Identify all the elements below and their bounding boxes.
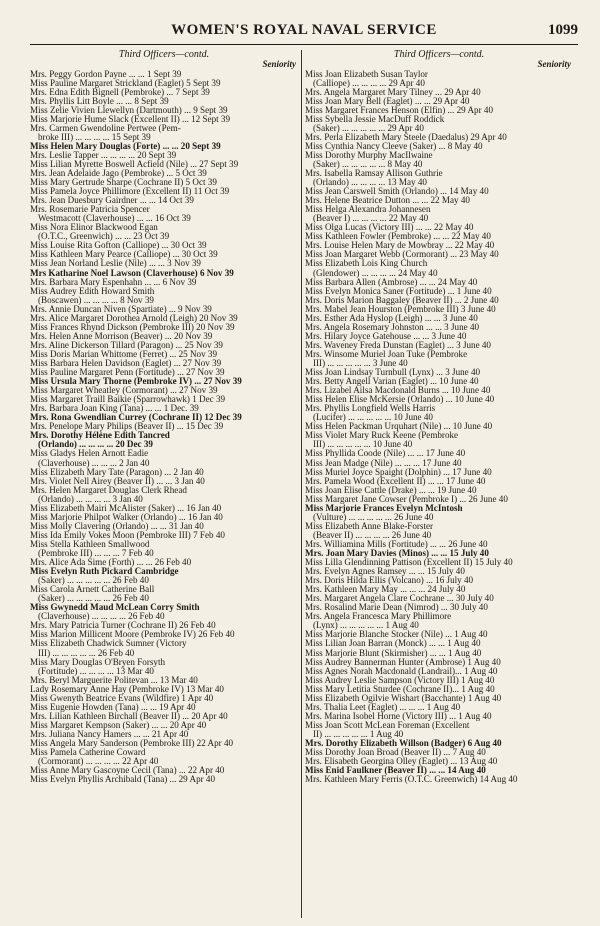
officer-entry: Mrs. Leslie Tapper ... ... ... ... 20 Sept 39 bbox=[30, 150, 177, 160]
officer-entry: Miss Muriel Joyce Spaight (Dolphin) ... 17 June 40 bbox=[305, 467, 492, 477]
officer-entry: Miss Eugenie Howden (Tana) ... ... 19 Apr 40 bbox=[30, 702, 196, 712]
officer-entry: Mrs. Barbara Joan King (Tana) ... ... 1 Dec. 39 bbox=[30, 404, 199, 414]
officer-entry: Miss Frances Rhynd Dickson (Pembroke III) 20 Nov 39 bbox=[30, 322, 235, 332]
right-column bbox=[305, 50, 573, 918]
officer-entry: Miss Joan Lindsay Turnbull (Lynx) ... 3 June 40 bbox=[305, 368, 481, 378]
officer-entry: Mrs. Isabella Ramsay Allison Guthrie bbox=[305, 169, 443, 179]
seniority-label: Seniority bbox=[262, 59, 296, 69]
officer-entry: Miss Joan Elizabeth Susan Taylor bbox=[305, 69, 428, 79]
officer-entry: Mrs. Alice Ada Sime (Forth) ... ... 26 Feb 40 bbox=[30, 558, 192, 568]
officer-entry: Miss Carola Arnett Catherine Ball bbox=[30, 585, 155, 595]
officer-entry: Mrs. Alice Margaret Dorothea Arnold (Leigh) 20 Nov 39 bbox=[30, 313, 238, 323]
officer-entry: (Saker) ... ... ... ... ... 8 May 40 bbox=[313, 159, 423, 169]
officer-entry: Miss Pamela Joyce Phillimore (Excellent II) 11 Oct 39 bbox=[30, 187, 230, 197]
officer-list bbox=[305, 70, 573, 785]
officer-entry: Miss Mary Gertrude Sharpe (Cochrane II) 5 Oct 39 bbox=[30, 178, 217, 188]
officer-entry: Miss Lilian Myrette Boswell Acfield (Nile) ... 27 Sept 39 bbox=[30, 159, 239, 169]
officer-entry: Miss Dorothy Joan Broad (Beaver II) ... 7 Aug 40 bbox=[305, 748, 486, 758]
officer-entry: Miss Gwenyth Beatrice Evans (Wildfire) 1 Apr 40 bbox=[30, 693, 214, 703]
officer-entry: Mrs. Lizabel Ailsa Macdonald Burns ... 10 June 40 bbox=[305, 386, 491, 396]
officer-entry: Miss Elizabeth Ogilvie Wishart (Bacchante) 1 Aug 40 bbox=[305, 693, 502, 703]
officer-entry: Miss Pamela Catherine Coward bbox=[30, 748, 146, 758]
officer-entry: Mrs. Helen Anne Morrison (Beaver) ... 20 Nov 39 bbox=[30, 331, 213, 341]
officer-entry: Miss Elizabeth Lois King Church bbox=[305, 259, 428, 269]
officer-entry: Miss Elizabeth Mary Tate (Paragon) ... 2 Jan 40 bbox=[30, 467, 204, 477]
officer-entry: (Saker) ... ... ... ... ... 29 Apr 40 bbox=[313, 123, 424, 133]
officer-entry: Mrs. Mary Patricia Turner (Cochrane II) 26 Feb 40 bbox=[30, 621, 216, 631]
officer-entry: Miss Nora Elinor Blackwood Egan bbox=[30, 223, 158, 233]
officer-entry: Miss Mary Douglas O'Bryen Forsyth bbox=[30, 657, 166, 667]
officer-entry: Mrs. Joan Mary Davies (Minos) ... ... 15 July 40 bbox=[305, 548, 489, 558]
officer-entry: Mrs. Doris Hilda Ellis (Volcano) ... 16 July 40 bbox=[305, 576, 474, 586]
officer-entry: Miss Louise Rita Gofton (Calliope) ... 30 Oct 39 bbox=[30, 241, 207, 251]
officer-entry: (Orlando) ... ... ... ... 20 Dec 39 bbox=[38, 440, 153, 450]
officer-entry: Miss Joan Mary Bell (Eaglet) ... ... 29 Apr 40 bbox=[305, 96, 470, 106]
officer-entry: Miss Helga Alexandra Johannesen bbox=[305, 205, 431, 215]
officer-entry: Mrs. Peggy Gordon Payne ... ... 1 Sept 39 bbox=[30, 69, 182, 79]
officer-entry: Mrs. Juliana Nancy Hamers ... ... 21 Apr 40 bbox=[30, 729, 189, 739]
officer-entry: Mrs. Annie Duncan Niven (Spartiate) ... 9 Nov 39 bbox=[30, 304, 212, 314]
officer-entry: Miss Evelyn Monica Saner (Fortitude) ... 1 June 40 bbox=[305, 286, 492, 296]
officer-entry: Mrs. Phyllis Longfield Wells Harris bbox=[305, 404, 436, 414]
page-number: 1099 bbox=[548, 22, 578, 38]
officer-entry: Mrs. Marina Isobel Horne (Victory III) ... 1 Aug 40 bbox=[305, 711, 492, 721]
page-header bbox=[30, 22, 578, 42]
officer-entry: Mrs. Perla Elizabeth Mary Steele (Daedalus) 29 Apr 40 bbox=[305, 132, 507, 142]
officer-entry: Miss Enid Faulkner (Beaver II) ... ... 14 Aug 40 bbox=[305, 766, 486, 776]
seniority-label: Seniority bbox=[537, 59, 571, 69]
officer-entry: Mrs Katharine Noel Lawson (Claverhouse) 6 Nov 39 bbox=[30, 268, 234, 278]
officer-entry: Mrs. Rosemarie Patricia Spencer bbox=[30, 205, 150, 215]
officer-entry: Miss Jean Norland Leslie (Nile) ... ... 3 Nov 39 bbox=[30, 259, 201, 269]
officer-entry: (Glendower) ... ... ... ... 24 May 40 bbox=[313, 268, 438, 278]
officer-entry: Mrs. Dorothy Elizabeth Willson (Badger) 6 Aug 40 bbox=[305, 738, 502, 748]
officer-entry: Mrs. Margaret Angela Clare Cochrane ... 30 July 40 bbox=[305, 594, 494, 604]
officer-entry: Miss Jean Carswell Smith (Orlando) ... 14 May 40 bbox=[305, 187, 489, 197]
page-title: WOMEN'S ROYAL NAVAL SERVICE bbox=[171, 22, 437, 38]
officer-entry: Mrs. Doris Marion Baggaley (Beaver II) ... 2 June 40 bbox=[305, 295, 499, 305]
officer-entry: Mrs. Lilian Kathleen Birchall (Beaver II) ... 20 Apr 40 bbox=[30, 711, 228, 721]
officer-entry: Miss Marjorie Hume Slack (Excellent II) ... 12 Sept 39 bbox=[30, 114, 231, 124]
officer-entry: Lady Rosemary Anne Hay (Pembroke IV) 13 Mar 40 bbox=[30, 684, 224, 694]
officer-entry: Mrs. Kathleen Mary Ferris (O.T.C. Greenwich) 14 Aug 40 bbox=[305, 775, 518, 785]
officer-entry: Mrs. Louise Helen Mary de Mowbray ... 22 May 40 bbox=[305, 241, 495, 251]
left-column bbox=[30, 50, 298, 918]
officer-entry: Westmacott (Claverhouse) ... ... 16 Oct 39 bbox=[38, 214, 191, 224]
officer-entry: Miss Helen Packman Urquhart (Nile) ... 10 June 40 bbox=[305, 422, 493, 432]
officer-list bbox=[30, 70, 298, 785]
officer-entry: Miss Cynthia Nancy Cleeve (Saker) ... 8 May 40 bbox=[305, 141, 483, 151]
officer-entry: Miss Lilian Joan Barran (Monck) ... ... 1 Aug 40 bbox=[305, 639, 481, 649]
officer-entry: Miss Lilla Glendinning Pattison (Excellent II) 15 July 40 bbox=[305, 558, 513, 568]
officer-entry: Miss Phyllida Coode (Nile) ... ... 17 June 40 bbox=[305, 449, 466, 459]
officer-entry: Miss Joan Margaret Webb (Cormorant) ... 23 May 40 bbox=[305, 250, 499, 260]
officer-entry: Miss Barbara Allen (Ambrose) ... ... 24 May 40 bbox=[305, 277, 478, 287]
officer-entry: Mrs. Elisabeth Georgina Olley (Eaglet) ... 13 Aug 40 bbox=[305, 757, 498, 767]
officer-entry: Miss Elizabeth Anne Blake-Forster bbox=[305, 521, 434, 531]
officer-entry: Mrs. Violet Nell Airey (Beaver II) ... ... 3 Jan 40 bbox=[30, 476, 205, 486]
officer-entry: Miss Audrey Leslie Sampson (Victory III) 1 Aug 40 bbox=[305, 675, 495, 685]
officer-entry: Miss Elizabeth Mairi McAlister (Saker) ... 16 Jan 40 bbox=[30, 503, 222, 513]
officer-entry: Mrs. Jean Adelaide Jago (Pembroke) ... 5 Oct 39 bbox=[30, 169, 207, 179]
officer-entry: Mrs. Edna Edith Bignell (Pembroke) ... 7 Sept 39 bbox=[30, 87, 210, 97]
officer-entry: Mrs. Jean Duesbury Gairdner ... ... 14 Oct 39 bbox=[30, 196, 194, 206]
officer-entry: Mrs. Aline Dickerson Tillard (Paragon) ... 25 Nov 39 bbox=[30, 340, 223, 350]
officer-entry: Mrs. Waveney Freda Dunstan (Eaglet) ... 3 June 40 bbox=[305, 340, 491, 350]
officer-entry: Miss Olga Lucas (Victory III) ... ... 22 May 40 bbox=[305, 223, 474, 233]
officer-entry: (Saker) ... ... ... ... ... 26 Feb 40 bbox=[38, 594, 149, 604]
officer-entry: Mrs. Dorothy Hélène Edith Tancred bbox=[30, 431, 170, 441]
officer-entry: Miss Kathleen Mary Pearce (Calliope) ... 30 Oct 39 bbox=[30, 250, 218, 260]
officer-entry: Miss Gwynedd Maud McLean Corry Smith bbox=[30, 603, 200, 613]
officer-entry: Mrs. Kathleen Mary May ... ... ... 24 July 40 bbox=[305, 585, 466, 595]
officer-entry: Miss Audrey Bannerman Hunter (Ambrose) 1 Aug 40 bbox=[305, 657, 501, 667]
officer-entry: Mrs. Thalia Leet (Eaglet) ... ... ... 1 Aug 40 bbox=[305, 702, 461, 712]
officer-entry: (Pembroke III) ... ... ... 7 Feb 40 bbox=[38, 548, 154, 558]
officer-entry: Mrs. Rona Gwendlian Currey (Cochrane II) 12 Dec 39 bbox=[30, 413, 242, 423]
officer-entry: Miss Stella Kathleen Smallwood bbox=[30, 539, 150, 549]
officer-entry: Miss Agnes Norah Macdonald (Landrail)... 1 Aug 40 bbox=[305, 666, 498, 676]
officer-entry: Miss Ursula Mary Thorne (Pembroke IV) ... 27 Nov 39 bbox=[30, 377, 242, 387]
officer-entry: Mrs. Mabel Jean Hourston (Pembroke III) 3 June 40 bbox=[305, 304, 496, 314]
officer-entry: (Saker) ... ... ... ... ... 26 Feb 40 bbox=[38, 576, 149, 586]
officer-entry: Miss Kathleen Fowler (Pembroke) ... ... 22 May 40 bbox=[305, 232, 491, 242]
column-divider bbox=[301, 50, 302, 918]
officer-entry: Mrs. Carmen Gwendoline Pertwee (Pem- bbox=[30, 123, 181, 133]
officer-entry: (Beaver II) ... ... ... ... 26 June 40 bbox=[313, 530, 432, 540]
officer-entry: Miss Helen Elise McKersie (Orlando) ... 10 June 40 bbox=[305, 395, 495, 405]
officer-entry: (Calliope) ... ... ... ... 29 Apr 40 bbox=[313, 78, 425, 88]
officer-entry: (Cormorant) ... ... ... ... 22 Apr 40 bbox=[38, 757, 159, 767]
officer-entry: (Beaver I) ... ... ... ... 22 May 40 bbox=[313, 214, 429, 224]
officer-entry: Miss Violet Mary Ruck Keene (Pembroke bbox=[305, 431, 459, 441]
officer-entry: Mrs. Helene Beatrice Dutton ... ... 22 May 40 bbox=[305, 196, 470, 206]
officer-entry: Miss Marjorie Blanche Stocker (Nile) ... 1 Aug 40 bbox=[305, 630, 488, 640]
officer-entry: Miss Pauline Margaret Penn (Fortitude) ... 27 Nov 39 bbox=[30, 368, 225, 378]
officer-entry: Mrs. Williamina Mills (Fortitude) ... ... 26 June 40 bbox=[305, 539, 488, 549]
officer-entry: (Orlando) ... ... ... ... 13 May 40 bbox=[313, 178, 427, 188]
officer-entry: (O.T.C., Greenwich) ... ... 23 Oct 39 bbox=[38, 232, 170, 242]
officer-entry: II) ... ... ... ... ... 1 Aug 40 bbox=[313, 729, 404, 739]
columns bbox=[30, 50, 578, 918]
officer-entry: Miss Dorothy Murphy MacIlwaine bbox=[305, 150, 433, 160]
officer-entry: Mrs. Barbara Mary Espenhahn ... ... 6 Nov 39 bbox=[30, 277, 197, 287]
officer-entry: Miss Molly Clavering (Orlando) ... ... 31 Jan 40 bbox=[30, 521, 204, 531]
officer-entry: Miss Audrey Edith Howard Smith bbox=[30, 286, 155, 296]
officer-entry: (Fortitude) ... ... ... ... 13 Mar 40 bbox=[38, 666, 154, 676]
officer-entry: III) ... ... ... ... ... 26 Feb 40 bbox=[38, 648, 135, 658]
officer-entry: Miss Marjorie Blunt (Skirmisher) ... ... 1 Aug 40 bbox=[305, 648, 482, 658]
officer-entry: Miss Joan Scott McLean Foreman (Excellent bbox=[305, 720, 470, 730]
officer-entry: Miss Ida Emily Vokes Moon (Pembroke III) 7 Feb 40 bbox=[30, 530, 225, 540]
officer-entry: Miss Sybella Jessie MacDuff Roddick bbox=[305, 114, 445, 124]
officer-entry: Mrs. Angela Rosemary Johnston ... ... 3 June 40 bbox=[305, 322, 480, 332]
officer-entry: (Lucifer) ... ... ... ... ... 10 June 40 bbox=[313, 413, 433, 423]
officer-entry: III) ... ... ... ... ... 10 June 40 bbox=[313, 440, 413, 450]
officer-entry: Mrs. Rosalind Marie Dean (Nimrod) ... 30 July 40 bbox=[305, 603, 488, 613]
officer-entry: Miss Margaret Traill Baikie (Sparrowhawk) 1 Dec 39 bbox=[30, 395, 226, 405]
officer-entry: Miss Elizabeth Chadwick Sumner (Victory bbox=[30, 639, 187, 649]
officer-entry: Miss Evelyn Phyllis Archibald (Tana) ... 29 Apr 40 bbox=[30, 775, 216, 785]
header-rule bbox=[30, 44, 578, 45]
officer-entry: (Lynx) ... ... ... ... ... 1 Aug 40 bbox=[313, 621, 419, 631]
officer-entry: III) ... ... ... ... ... 3 June 40 bbox=[313, 359, 408, 368]
officer-entry: Miss Angela Mary Sanderson (Pembroke III) 22 Apr 40 bbox=[30, 738, 234, 748]
officer-entry: Miss Doris Marian Whittome (Ferret) ... 25 Nov 39 bbox=[30, 349, 217, 359]
officer-entry: Miss Margaret Jane Cowser (Pembroke I) ... 26 June 40 bbox=[305, 494, 508, 504]
officer-entry: Mrs. Evelyn Agnes Ramsey ... ... 15 July 40 bbox=[305, 567, 465, 577]
officer-entry: Mrs. Hilary Joyce Gatehouse ... ... 3 June 40 bbox=[305, 331, 467, 341]
officer-entry: Miss Mary Letitia Sturdee (Cochrane II)... 1 Aug 40 bbox=[305, 684, 495, 694]
officer-entry: Mrs. Phyllis Litt Boyle ... ... 8 Sept 39 bbox=[30, 96, 169, 106]
officer-entry: Mrs. Angela Margaret Mary Tilney ... 29 Apr 40 bbox=[305, 87, 481, 97]
officer-entry: Mrs. Winsome Muriel Joan Tuke (Pembroke bbox=[305, 349, 468, 359]
officer-entry: Mrs. Esther Ada Hyslop (Leigh) ... ... 3 June 40 bbox=[305, 313, 478, 323]
officer-entry: Miss Evelyn Ruth Pickard Cambridge bbox=[30, 567, 179, 577]
officer-entry: Miss Gladys Helen Arnott Eadie bbox=[30, 449, 149, 459]
officer-entry: (Boscawen) ... ... ... ... 8 Nov 39 bbox=[38, 295, 154, 305]
officer-entry: Miss Marjorie Frances Evelyn McIntosh bbox=[305, 503, 463, 513]
officer-entry: Miss Marjorie Philpot Walker (Orlando) ... 16 Jan 40 bbox=[30, 512, 223, 522]
column-heading: Third Officers—contd. bbox=[393, 50, 485, 60]
officer-entry: Mrs. Beryl Marguerite Politevan ... 13 Mar 40 bbox=[30, 675, 198, 685]
officer-entry: (Vulture) ... ... ... ... ... 26 June 40 bbox=[313, 512, 434, 522]
officer-entry: (Claverhouse) ... ... ... ... 26 Feb 40 bbox=[38, 612, 165, 622]
officer-entry: (Orlando) ... ... ... ... 3 Jan 40 bbox=[38, 494, 143, 504]
column-heading: Third Officers—contd. bbox=[118, 50, 210, 60]
officer-entry: Miss Zelie Vivien Llewellyn (Dartmouth) ... 9 Sept 39 bbox=[30, 105, 228, 115]
officer-entry: Miss Anne Mary Gascoyne Cecil (Tana) ... 22 Apr 40 bbox=[30, 766, 225, 776]
officer-entry: Mrs. Pamela Wood (Excellent II) ... ... 17 June 40 bbox=[305, 476, 486, 486]
officer-entry: broke III) ... ... ... ... 15 Sept 39 bbox=[38, 132, 151, 142]
officer-entry: Miss Marion Millicent Moore (Pembroke IV) 26 Feb 40 bbox=[30, 630, 235, 640]
officer-entry: Mrs. Helen Margaret Douglas Clerk Rhead bbox=[30, 485, 187, 495]
officer-entry: Miss Margaret Frances Henson (Elfin) ... 29 Apr 40 bbox=[305, 105, 493, 115]
officer-entry: Miss Margaret Wheatley (Cormorant) ... 27 Nov 39 bbox=[30, 386, 218, 396]
officer-entry: Miss Margaret Kempson (Saker) ... ... 20 Apr 40 bbox=[30, 720, 207, 730]
officer-entry: Mrs. Angela Francesca Mary Phillimore bbox=[305, 612, 452, 622]
officer-entry: Miss Helen Mary Douglas (Forte) ... ... 20 Sept 39 bbox=[30, 141, 221, 151]
officer-entry: (Claverhouse) ... ... ... 2 Jan 40 bbox=[38, 458, 150, 468]
officer-entry: Miss Pauline Margaret Strickland (Eaglet) 5 Sept 39 bbox=[30, 78, 221, 88]
officer-entry: Miss Jean Madge (Nile) ... ... ... 17 June 40 bbox=[305, 458, 462, 468]
officer-entry: Miss Barbara Helen Davidson (Eaglet) ... 27 Nov 39 bbox=[30, 359, 222, 368]
officer-entry: Miss Joan Elise Cattle (Drake) ... ... 19 June 40 bbox=[305, 485, 477, 495]
officer-entry: Mrs. Betty Angell Varian (Eaglet) ... 10 June 40 bbox=[305, 377, 479, 387]
officer-entry: Mrs. Penelope Mary Philips (Beaver II) ... 15 Dec 39 bbox=[30, 422, 224, 432]
